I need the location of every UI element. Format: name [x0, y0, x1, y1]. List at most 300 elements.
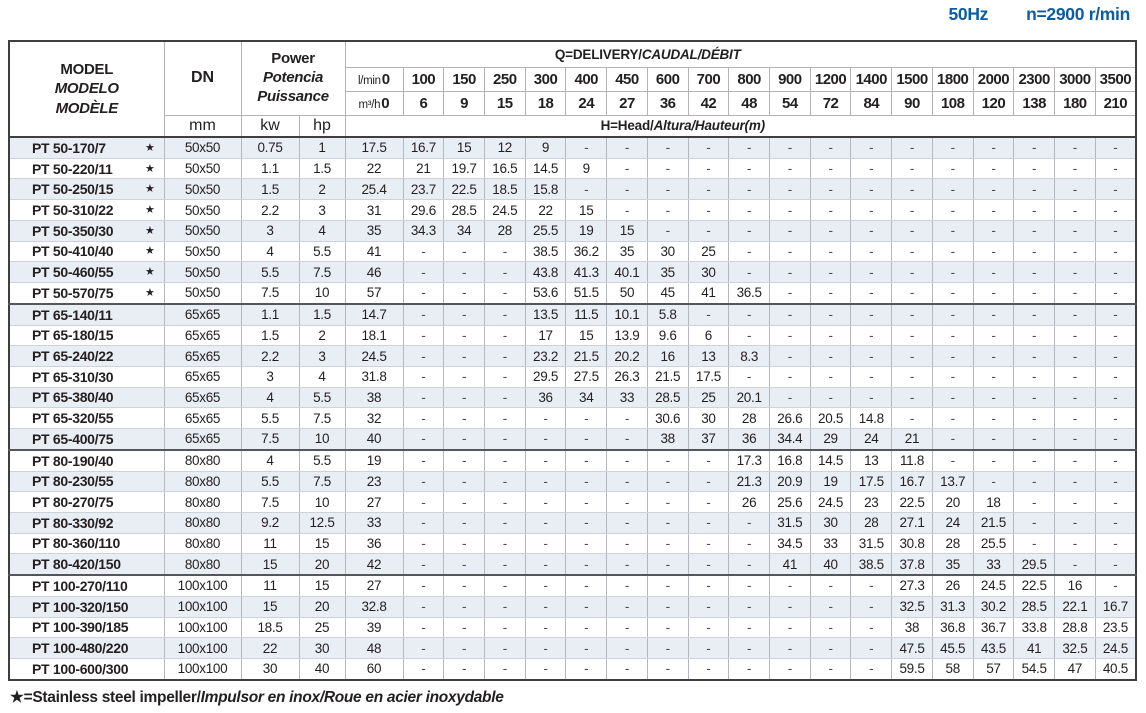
head-value-cell: -	[566, 554, 607, 575]
head-value-cell: -	[647, 596, 688, 617]
dn-cell: 65x65	[164, 346, 241, 367]
dn-cell: 50x50	[164, 282, 241, 303]
head-value-cell: -	[729, 596, 770, 617]
head-value-cell: -	[1095, 241, 1136, 262]
table-row	[9, 658, 1136, 680]
head-value-cell: 38	[647, 428, 688, 449]
head-value-cell: 30.6	[647, 408, 688, 429]
model-name: PT 80-230/55	[32, 473, 114, 490]
table-row	[9, 492, 1136, 513]
head-value-cell: -	[1095, 428, 1136, 449]
head-value-cell: 27.3	[892, 575, 933, 596]
model-name: PT 65-310/30	[32, 368, 114, 385]
head-value-cell: -	[1095, 304, 1136, 325]
head-value-cell: 16.7	[892, 471, 933, 492]
star-icon: ★	[144, 142, 155, 155]
head-value-cell: -	[810, 366, 851, 387]
head-value-cell: -	[484, 304, 525, 325]
model-cell	[9, 387, 164, 408]
head-value-cell: 23.2	[525, 346, 566, 367]
head-value-cell: -	[607, 554, 648, 575]
head-value-cell: 34	[566, 387, 607, 408]
head-value-cell: 35	[932, 554, 973, 575]
head-value-cell: -	[647, 533, 688, 554]
head-value-cell: 40	[810, 554, 851, 575]
head-value-cell: -	[1095, 554, 1136, 575]
head-value-cell: -	[566, 533, 607, 554]
head-value-cell: -	[444, 492, 485, 513]
head-value-cell: -	[1095, 158, 1136, 179]
head-value-cell: 19	[810, 471, 851, 492]
head-value-cell: 36.7	[973, 617, 1014, 638]
header-row-title	[9, 41, 1136, 67]
table-row	[9, 158, 1136, 179]
kw-cell: 3	[241, 220, 299, 241]
head-value-cell: 20.9	[769, 471, 810, 492]
head-value-cell: 16.7	[1095, 596, 1136, 617]
head-value-cell: -	[403, 387, 444, 408]
head-value-cell: 29.6	[403, 200, 444, 221]
head-value-cell: -	[1095, 200, 1136, 221]
head-value-cell: -	[973, 158, 1014, 179]
head-value-cell: -	[851, 304, 892, 325]
hp-cell: 1.5	[299, 304, 345, 325]
head-value-cell: 23	[345, 471, 403, 492]
head-value-cell: -	[1095, 408, 1136, 429]
dn-cell: 65x65	[164, 428, 241, 449]
head-value-cell: -	[810, 262, 851, 283]
m3h-zero-cell	[345, 91, 403, 115]
lmin-zero-value: 0	[381, 70, 391, 88]
flow-m3h-cell: 138	[1014, 91, 1055, 115]
head-value-cell: 26	[932, 575, 973, 596]
head-value-cell: -	[484, 387, 525, 408]
kw-cell: 22	[241, 638, 299, 659]
hp-cell: 4	[299, 366, 345, 387]
head-value-cell: -	[647, 179, 688, 200]
star-footnote: ★=Stainless steel impeller/Impulsor en inox/Roue en acier inoxydable	[10, 689, 504, 706]
table-body	[9, 137, 1136, 680]
head-value-cell: -	[1014, 471, 1055, 492]
head-value-cell: -	[932, 304, 973, 325]
dn-cell: 100x100	[164, 575, 241, 596]
head-value-cell: -	[688, 575, 729, 596]
head-value-cell: -	[769, 158, 810, 179]
head-value-cell: 43.8	[525, 262, 566, 283]
head-value-cell: -	[647, 158, 688, 179]
head-value-cell: -	[444, 471, 485, 492]
head-value-cell: -	[1055, 200, 1096, 221]
head-value-cell: 21.3	[729, 471, 770, 492]
head-value-cell: 46	[345, 262, 403, 283]
head-value-cell: -	[729, 325, 770, 346]
head-value-cell: -	[810, 658, 851, 680]
dn-cell: 80x80	[164, 533, 241, 554]
head-value-cell: 14.5	[810, 450, 851, 471]
model-name: PT 80-270/75	[32, 494, 114, 511]
model-label-en: MODEL	[60, 60, 114, 78]
head-value-cell: -	[851, 262, 892, 283]
head-value-cell: -	[769, 346, 810, 367]
head-value-cell: -	[688, 533, 729, 554]
model-label-fr: MODÈLE	[55, 99, 118, 117]
head-value-cell: -	[851, 575, 892, 596]
head-value-cell: 28	[932, 533, 973, 554]
head-value-cell: -	[607, 179, 648, 200]
head-value-cell: 11.5	[566, 304, 607, 325]
head-value-cell: -	[525, 658, 566, 680]
head-value-cell: -	[892, 262, 933, 283]
head-value-cell: -	[851, 200, 892, 221]
head-value-cell: 31.5	[769, 512, 810, 533]
head-value-cell: -	[729, 638, 770, 659]
hp-cell: 1.5	[299, 158, 345, 179]
flow-lmin-cell: 100	[403, 67, 444, 91]
flow-m3h-cell: 42	[688, 91, 729, 115]
head-value-cell: 28.5	[444, 200, 485, 221]
head-value-cell: 33	[973, 554, 1014, 575]
head-value-cell: -	[973, 304, 1014, 325]
head-value-cell: -	[851, 179, 892, 200]
model-name: PT 80-190/40	[32, 452, 114, 469]
head-value-cell: -	[647, 200, 688, 221]
head-value-cell: 20.1	[729, 387, 770, 408]
head-value-cell: -	[769, 387, 810, 408]
head-value-cell: -	[403, 575, 444, 596]
head-value-cell: -	[892, 137, 933, 158]
head-value-cell: -	[1055, 262, 1096, 283]
head-value-cell: 27.1	[892, 512, 933, 533]
head-value-cell: -	[484, 346, 525, 367]
head-value-cell: -	[769, 137, 810, 158]
head-value-cell: 5.8	[647, 304, 688, 325]
model-cell	[9, 554, 164, 575]
head-value-cell: -	[729, 158, 770, 179]
pump-performance-table	[8, 40, 1137, 681]
head-value-cell: -	[932, 282, 973, 303]
kw-cell: 1.1	[241, 304, 299, 325]
head-value-cell: -	[851, 282, 892, 303]
head-value-cell: -	[769, 241, 810, 262]
hp-cell: 3	[299, 346, 345, 367]
head-value-cell: 26	[729, 492, 770, 513]
hp-cell: 20	[299, 596, 345, 617]
head-value-cell: 18.1	[345, 325, 403, 346]
head-value-cell: -	[566, 408, 607, 429]
dn-cell: 50x50	[164, 179, 241, 200]
head-value-cell: -	[769, 638, 810, 659]
flow-m3h-cell: 6	[403, 91, 444, 115]
head-value-cell: -	[1014, 428, 1055, 449]
head-value-cell: -	[1055, 304, 1096, 325]
head-value-cell: -	[607, 408, 648, 429]
head-value-cell: -	[647, 658, 688, 680]
head-value-cell: 17.5	[688, 366, 729, 387]
table-row	[9, 638, 1136, 659]
flow-m3h-cell: 24	[566, 91, 607, 115]
head-value-cell: 17.3	[729, 450, 770, 471]
head-value-cell: -	[1055, 282, 1096, 303]
table-row	[9, 346, 1136, 367]
head-value-cell: 17	[525, 325, 566, 346]
head-value-cell: 33	[607, 387, 648, 408]
flow-lmin-cell: 900	[769, 67, 810, 91]
dn-cell: 80x80	[164, 471, 241, 492]
head-value-cell: -	[973, 220, 1014, 241]
head-value-cell: -	[1095, 366, 1136, 387]
head-value-cell: 14.8	[851, 408, 892, 429]
star-icon: ★	[144, 245, 155, 258]
head-value-cell: -	[403, 366, 444, 387]
model-name: PT 100-270/110	[32, 577, 128, 594]
head-value-cell: -	[851, 325, 892, 346]
dn-cell: 50x50	[164, 137, 241, 158]
head-value-cell: -	[810, 346, 851, 367]
hp-cell: 7.5	[299, 408, 345, 429]
head-value-cell: 32.8	[345, 596, 403, 617]
head-value-cell: 15	[566, 200, 607, 221]
head-value-cell: -	[444, 658, 485, 680]
head-value-cell: -	[484, 596, 525, 617]
dn-cell: 65x65	[164, 408, 241, 429]
head-value-cell: -	[851, 638, 892, 659]
head-title: H=Head/Altura/Hauteur(m)	[345, 115, 1136, 137]
head-value-cell: 28	[484, 220, 525, 241]
model-name: PT 65-180/15	[32, 327, 114, 344]
head-value-cell: -	[444, 241, 485, 262]
head-value-cell: 9	[525, 137, 566, 158]
head-value-cell: -	[688, 638, 729, 659]
head-value-cell: 15.8	[525, 179, 566, 200]
head-value-cell: -	[607, 512, 648, 533]
table-row	[9, 450, 1136, 471]
head-value-cell: -	[851, 346, 892, 367]
lmin-unit-label: l/min	[357, 74, 381, 87]
head-value-cell: -	[1055, 366, 1096, 387]
head-value-cell: -	[973, 471, 1014, 492]
head-value-cell: -	[729, 220, 770, 241]
head-value-cell: -	[769, 179, 810, 200]
head-value-cell: -	[688, 512, 729, 533]
head-value-cell: 6	[688, 325, 729, 346]
dn-cell: 80x80	[164, 512, 241, 533]
hp-cell: 1	[299, 137, 345, 158]
flow-lmin-cell: 400	[566, 67, 607, 91]
head-value-cell: -	[932, 241, 973, 262]
head-value-cell: -	[566, 575, 607, 596]
head-value-cell: 17.5	[345, 137, 403, 158]
head-value-cell: -	[1055, 471, 1096, 492]
model-cell	[9, 366, 164, 387]
head-value-cell: -	[1014, 200, 1055, 221]
head-value-cell: 21.5	[647, 366, 688, 387]
head-value-cell: 47	[1055, 658, 1096, 680]
head-value-cell: -	[769, 596, 810, 617]
head-value-cell: -	[1095, 512, 1136, 533]
head-value-cell: -	[729, 366, 770, 387]
head-value-cell: 33	[345, 512, 403, 533]
model-cell	[9, 137, 164, 158]
head-value-cell: 21.5	[566, 346, 607, 367]
head-value-cell: -	[688, 179, 729, 200]
head-value-cell: -	[403, 533, 444, 554]
head-value-cell: 34.5	[769, 533, 810, 554]
table-row	[9, 200, 1136, 221]
head-value-cell: 30	[688, 408, 729, 429]
head-value-cell: -	[566, 471, 607, 492]
head-value-cell: 9.6	[647, 325, 688, 346]
head-value-cell: -	[607, 575, 648, 596]
head-value-cell: -	[607, 471, 648, 492]
head-value-cell: -	[932, 325, 973, 346]
head-value-cell: -	[810, 200, 851, 221]
speed-label: n=2900 r/min	[1026, 4, 1130, 24]
head-value-cell: -	[932, 137, 973, 158]
model-cell	[9, 220, 164, 241]
head-value-cell: 33	[810, 533, 851, 554]
head-value-cell: 25.5	[973, 533, 1014, 554]
head-value-cell: -	[973, 450, 1014, 471]
head-value-cell: 21	[403, 158, 444, 179]
head-value-cell: 22	[525, 200, 566, 221]
head-value-cell: -	[403, 638, 444, 659]
head-value-cell: 24.5	[484, 200, 525, 221]
head-value-cell: -	[729, 658, 770, 680]
head-value-cell: -	[1014, 241, 1055, 262]
flow-lmin-cell: 1500	[892, 67, 933, 91]
head-value-cell: -	[566, 450, 607, 471]
head-value-cell: -	[484, 366, 525, 387]
head-value-cell: -	[1014, 408, 1055, 429]
head-value-cell: 27	[345, 575, 403, 596]
head-value-cell: -	[403, 554, 444, 575]
head-value-cell: -	[1014, 450, 1055, 471]
model-name: PT 80-360/110	[32, 535, 120, 552]
kw-cell: 5.5	[241, 471, 299, 492]
head-value-cell: -	[525, 554, 566, 575]
head-value-cell: 40.1	[607, 262, 648, 283]
head-value-cell: 25.6	[769, 492, 810, 513]
head-value-cell: -	[525, 638, 566, 659]
head-value-cell: -	[769, 200, 810, 221]
head-value-cell: -	[1095, 137, 1136, 158]
power-label-en: Power	[271, 50, 315, 68]
head-value-cell: 37.8	[892, 554, 933, 575]
flow-lmin-cell: 2000	[973, 67, 1014, 91]
dn-column-header: DN	[164, 41, 241, 115]
kw-cell: 15	[241, 554, 299, 575]
hp-cell: 5.5	[299, 450, 345, 471]
model-name: PT 50-460/55	[32, 264, 114, 281]
head-value-cell: -	[484, 471, 525, 492]
head-value-cell: -	[810, 638, 851, 659]
head-value-cell: 45.5	[932, 638, 973, 659]
kw-cell: 15	[241, 596, 299, 617]
head-value-cell: 24.5	[810, 492, 851, 513]
table-row	[9, 282, 1136, 303]
dn-cell: 65x65	[164, 387, 241, 408]
flow-m3h-cell: 54	[769, 91, 810, 115]
hp-cell: 5.5	[299, 387, 345, 408]
head-value-cell: -	[810, 387, 851, 408]
head-value-cell: -	[444, 262, 485, 283]
head-value-cell: -	[729, 512, 770, 533]
head-value-cell: 59.5	[892, 658, 933, 680]
table-row	[9, 408, 1136, 429]
head-value-cell: -	[484, 492, 525, 513]
head-value-cell: -	[851, 658, 892, 680]
head-value-cell: -	[484, 617, 525, 638]
head-value-cell: -	[403, 617, 444, 638]
head-value-cell: -	[647, 617, 688, 638]
head-value-cell: -	[566, 638, 607, 659]
head-value-cell: -	[810, 241, 851, 262]
head-value-cell: -	[851, 220, 892, 241]
model-cell	[9, 533, 164, 554]
head-value-cell: 13	[688, 346, 729, 367]
head-value-cell: 24.5	[1095, 638, 1136, 659]
model-name: PT 50-350/30	[32, 222, 114, 239]
head-value-cell: -	[932, 450, 973, 471]
head-value-cell: 19	[566, 220, 607, 241]
head-value-cell: -	[444, 533, 485, 554]
head-value-cell: 47.5	[892, 638, 933, 659]
head-value-cell: -	[851, 158, 892, 179]
head-value-cell: -	[1055, 450, 1096, 471]
head-value-cell: -	[1055, 241, 1096, 262]
hp-cell: 7.5	[299, 471, 345, 492]
head-value-cell: -	[566, 179, 607, 200]
head-value-cell: 22.5	[444, 179, 485, 200]
table-row	[9, 387, 1136, 408]
head-value-cell: 21	[892, 428, 933, 449]
dn-cell: 65x65	[164, 325, 241, 346]
head-value-cell: -	[1095, 262, 1136, 283]
dn-cell: 100x100	[164, 638, 241, 659]
hp-cell: 10	[299, 428, 345, 449]
head-value-cell: 35	[345, 220, 403, 241]
kw-cell: 1.5	[241, 179, 299, 200]
head-value-cell: 38	[345, 387, 403, 408]
star-icon: ★	[144, 204, 155, 217]
head-value-cell: -	[607, 492, 648, 513]
head-value-cell: -	[769, 304, 810, 325]
head-value-cell: -	[566, 512, 607, 533]
head-value-cell: -	[810, 220, 851, 241]
head-value-cell: -	[444, 282, 485, 303]
kw-cell: 9.2	[241, 512, 299, 533]
model-cell	[9, 638, 164, 659]
head-value-cell: 38.5	[851, 554, 892, 575]
head-value-cell: -	[484, 241, 525, 262]
head-value-cell: -	[484, 325, 525, 346]
table-row	[9, 220, 1136, 241]
model-name: PT 65-320/55	[32, 410, 114, 427]
dn-cell: 65x65	[164, 366, 241, 387]
flow-m3h-cell: 48	[729, 91, 770, 115]
head-value-cell: -	[932, 387, 973, 408]
head-value-cell: -	[1055, 346, 1096, 367]
flow-m3h-cell: 120	[973, 91, 1014, 115]
head-value-cell: -	[403, 304, 444, 325]
head-value-cell: -	[647, 450, 688, 471]
head-value-cell: 31	[345, 200, 403, 221]
head-value-cell: 16	[647, 346, 688, 367]
hp-cell: 2	[299, 325, 345, 346]
head-value-cell: -	[607, 450, 648, 471]
head-value-cell: 22	[345, 158, 403, 179]
head-value-cell: -	[1014, 366, 1055, 387]
